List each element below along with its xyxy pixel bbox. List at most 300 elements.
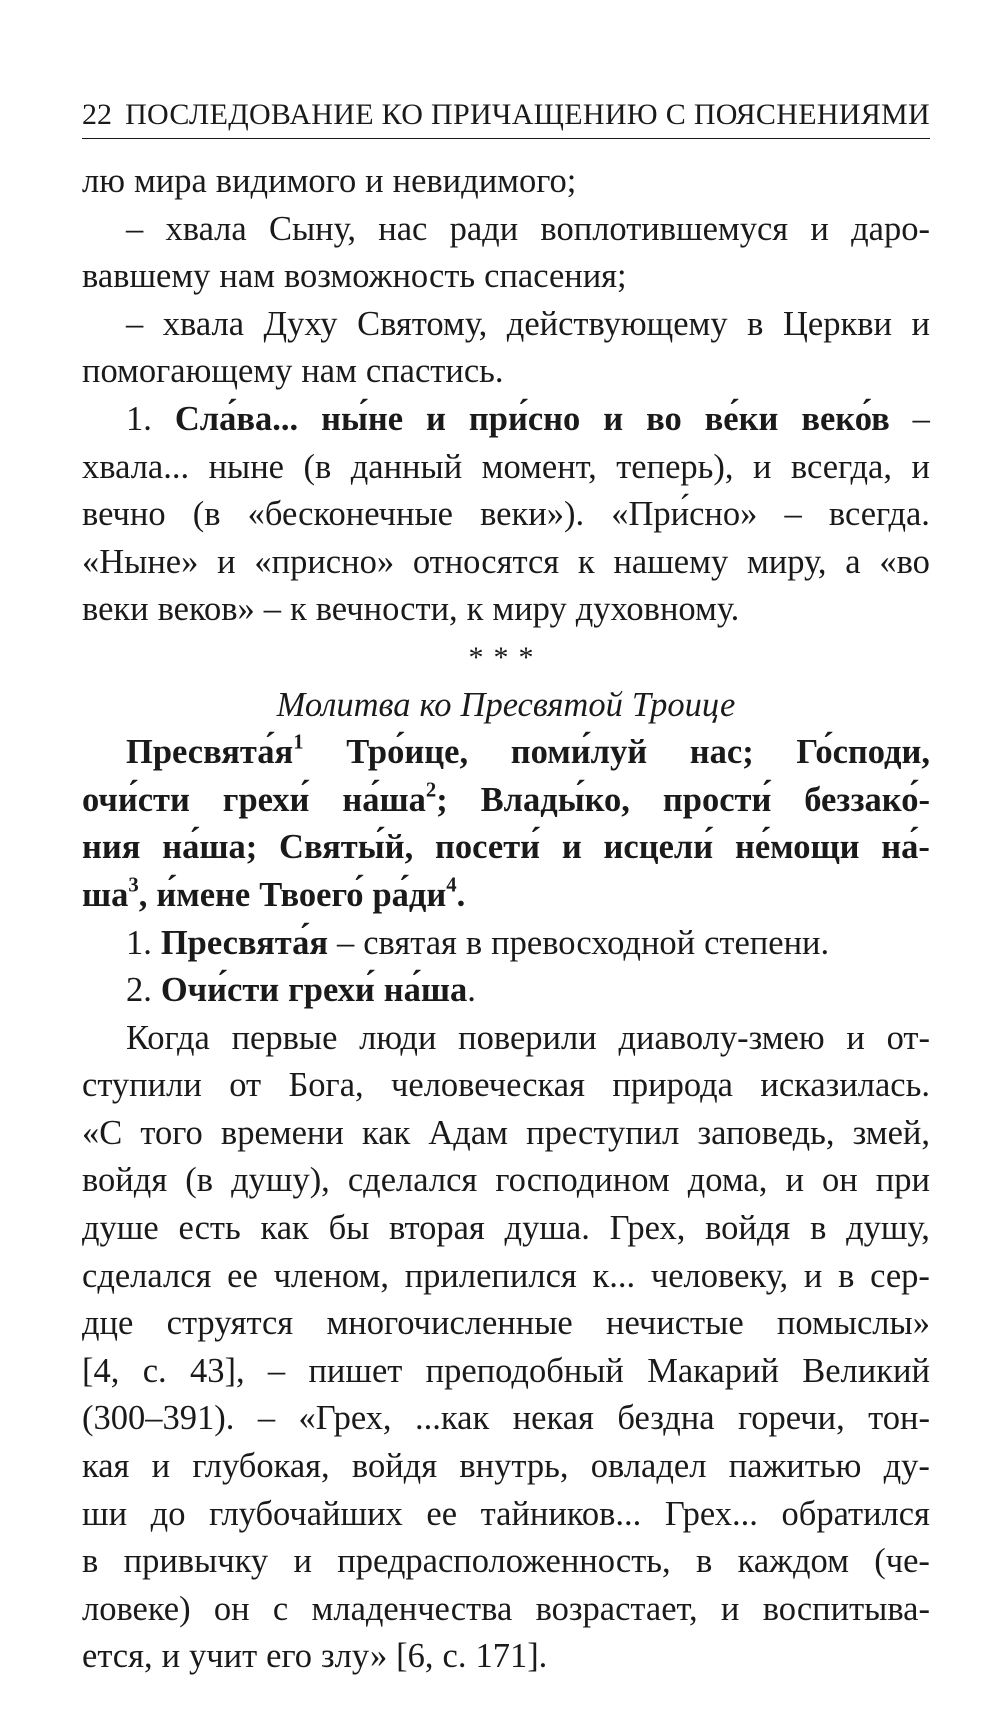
text-run: 1. [126,399,152,438]
word [229,1062,261,1110]
text-run: преступил [526,1113,680,1152]
text-run: как [260,1209,309,1248]
text-line [82,729,930,777]
word [484,253,627,301]
text-run: горечи, [738,1399,845,1438]
word [610,1205,686,1253]
text-run: Святы́й, [279,828,414,867]
text-run: и [603,399,624,438]
text-run: теперь), [616,447,734,486]
text-line [82,824,930,872]
text-run: во [646,399,682,438]
text-run: мира [133,162,207,200]
text-run: ния [82,828,141,867]
word [152,1443,170,1491]
text-run: каждом [737,1542,849,1581]
text-run: душу, [846,1209,930,1248]
text-run: привычку [123,1542,269,1581]
word [747,301,763,349]
text-run: вторая [389,1209,485,1248]
word [810,1205,826,1253]
word [372,872,465,920]
text-run: и [426,399,446,438]
text-run: дце [82,1304,134,1343]
word [293,1538,311,1586]
text-run: ду- [883,1447,930,1486]
word [384,967,476,1015]
word [738,1395,845,1443]
text-run: Очи́сти [160,971,280,1010]
word [804,777,930,825]
word [481,1491,642,1539]
word [884,1443,930,1491]
word [760,1062,930,1110]
text-line [82,348,930,396]
word [82,1443,129,1491]
word [578,539,595,587]
text-run: ...как [415,1399,490,1438]
word [705,396,779,444]
text-run: не́мощи [734,828,860,867]
text-run: прилепился [404,1256,577,1295]
word [175,396,298,444]
word [82,1348,119,1396]
text-run: – [267,1351,286,1390]
text-run: с. [142,1351,167,1390]
text-line [82,872,930,920]
text-run: вечно [82,495,166,534]
text-run: а [845,542,861,581]
text-run: «бесконечные [247,495,453,534]
text-line [82,1586,930,1634]
word [912,301,930,349]
text-run: и [151,1447,171,1486]
text-run: в [82,1542,99,1581]
text-run: нашему [613,542,729,581]
word [616,444,733,492]
word [851,206,930,254]
text-run: «При́сно» [611,495,758,534]
word [259,872,363,920]
word [435,824,540,872]
text-line [82,396,930,444]
word [838,1253,854,1301]
word [214,1586,250,1634]
text-run: помогающему [82,352,293,391]
word [612,1062,733,1110]
text-run: и [293,1542,312,1581]
text-run: времени [220,1113,344,1152]
text-run: и [161,1637,181,1676]
word [288,1062,363,1110]
text-line [82,586,930,634]
text-run: в [838,1256,855,1295]
text-line [82,301,930,349]
word [459,1443,568,1491]
word [458,1015,597,1063]
word [321,396,403,444]
text-run: Церкви [782,304,892,343]
word [822,1157,858,1205]
word [426,1348,624,1396]
word [126,920,152,968]
word [804,1253,822,1301]
word [162,824,257,872]
word [82,1110,122,1158]
word [618,1015,824,1063]
word [82,1491,127,1539]
word [419,682,451,730]
word [391,1062,585,1110]
text-run: некая [512,1399,594,1438]
text-run: момент, [481,447,597,486]
text-run: на́ша [383,971,468,1010]
word [227,1253,258,1301]
text-run: ра́ди [372,875,447,914]
text-run: видимого [215,162,357,200]
text-run: и [752,447,772,486]
text-run: учит [189,1637,258,1676]
word [321,1633,387,1681]
text-run: ее [426,1494,458,1533]
word [82,253,210,301]
word [156,872,250,920]
word [443,1633,467,1681]
text-run: *** [468,640,544,674]
text-run: невидимого; [392,162,577,200]
word [190,1348,245,1396]
text-run: природа [612,1066,733,1105]
word [646,396,682,444]
text-run: 2. [126,971,152,1010]
text-run: Святому, [357,304,488,343]
text-line [82,1205,930,1253]
word [337,920,354,968]
text-run: на́ша; [162,828,258,867]
text-run: и [720,1589,740,1628]
text-run: даро- [851,209,930,248]
text-run: исказилась. [760,1066,930,1105]
text-run: нас; [689,733,754,772]
text-run: Сла́ва... [174,399,299,438]
word [178,1205,240,1253]
word [82,491,166,539]
word [82,1300,133,1348]
text-run: человеку, [650,1256,789,1295]
word [126,206,143,254]
word [603,396,623,444]
word [480,491,584,539]
text-run: он [213,1589,250,1628]
body-text [82,158,930,1681]
word [284,253,475,301]
text-run: Когда [126,1018,210,1057]
text-run: спастись. [365,352,504,391]
word [853,1110,930,1158]
word [82,586,149,634]
word [82,1157,167,1205]
word [82,539,198,587]
text-run: душе [82,1209,159,1248]
text-run: исцели́ [603,828,714,867]
text-run: в [465,923,483,962]
word [258,1395,275,1443]
word [221,1110,344,1158]
text-run: Адам [428,1113,509,1152]
text-run: духовному. [575,590,740,629]
word [617,1395,714,1443]
text-line [82,634,930,682]
word [845,539,860,587]
text-run: диаволу-змею [618,1018,825,1057]
text-run: душу), [231,1161,330,1200]
text-line [82,1157,930,1205]
word [82,1205,159,1253]
word [264,586,281,634]
word [217,539,235,587]
text-run: глубокая, [192,1447,330,1486]
text-run: всегда. [828,495,930,534]
text-line [82,1538,930,1586]
text-line [82,206,930,254]
word [126,301,143,349]
text-run: – [784,495,802,534]
word [303,444,331,492]
text-run: и [365,162,384,200]
text-run: Пресвята́я [126,733,294,772]
word [365,158,383,206]
word [359,1015,436,1063]
text-run: прости́ [662,780,772,819]
text-run: воплотившемуся [540,209,789,248]
text-run: поверили [458,1018,597,1057]
word [277,682,411,730]
word [274,1253,389,1301]
text-run: и́мене [156,875,251,914]
word [606,1300,744,1348]
word [810,206,828,254]
word [82,1062,202,1110]
text-run: злу» [320,1637,388,1676]
text-run: заповедь, [697,1113,835,1152]
text-run: воспитыва- [762,1589,930,1628]
word [209,1491,403,1539]
text-run: есть [178,1209,241,1248]
text-line [82,1253,930,1301]
text-run: веки»). [480,495,585,534]
word [363,920,457,968]
running-title: ПОСЛЕДОВАНИЕ КО ПРИЧАЩЕНИЮ С ПОЯСНЕНИЯМИ [125,98,930,131]
word [729,1443,862,1491]
word [351,444,462,492]
word [481,777,630,825]
word [273,1586,288,1634]
word [475,1633,547,1681]
word [82,158,125,206]
text-run: в [747,304,764,343]
word [329,1205,370,1253]
text-line [82,253,930,301]
word [290,586,307,634]
word [167,1300,294,1348]
word [663,777,771,825]
text-run: как [361,1113,411,1152]
word [82,824,140,872]
text-run: пажитью [728,1447,862,1486]
text-run: миру, [746,542,827,581]
text-run: «во [879,542,930,581]
text-run: всегда, [790,447,892,486]
word [357,301,487,349]
text-run: к [289,590,307,629]
text-run: к [466,590,484,629]
word [279,824,413,872]
text-run: Молитва [276,685,411,724]
word [185,1157,213,1205]
word [326,1300,572,1348]
text-run: [6, [396,1637,434,1676]
text-run: – [126,304,144,343]
word [505,1205,590,1253]
text-run: с. [442,1637,467,1676]
text-line [82,1443,930,1491]
word [604,824,714,872]
word [209,444,284,492]
text-line [82,444,930,492]
page-header [82,96,930,139]
word [696,1538,712,1586]
word [467,586,484,634]
word [405,1253,577,1301]
text-run: – [257,1399,276,1438]
text-run: (300–391). [82,1399,235,1438]
text-run: и [911,304,930,343]
text-run: ради [449,209,519,248]
word [593,1253,636,1301]
word [576,586,740,634]
word [491,920,695,968]
word [223,777,310,825]
text-run: 43], [189,1351,245,1390]
text-run: посети́ [435,828,541,867]
text-run: (в [192,495,221,534]
footnote-mark: 4 [446,874,457,897]
word [647,1348,779,1396]
word [846,1205,930,1253]
text-run: с [272,1589,289,1628]
word [688,1157,768,1205]
text-run: ве́ки [704,399,779,438]
text-run: и [561,828,582,867]
text-run: бы [328,1209,370,1248]
word [389,1205,485,1253]
text-run: дома, [687,1161,768,1200]
text-run: хвала [162,304,245,343]
word [697,1110,834,1158]
text-run: в [695,1542,713,1581]
word [466,920,482,968]
word [763,1586,930,1634]
word [362,1110,410,1158]
text-run: относятся [412,542,560,581]
word [879,539,930,587]
text-run: тон- [868,1399,930,1438]
word [450,206,519,254]
page-number: 22 [82,98,112,131]
word [337,1538,670,1586]
text-run: преподобный [425,1351,624,1390]
word [193,491,221,539]
text-run: «присно» [254,542,395,581]
text-run: обратился [781,1494,930,1533]
text-run: от- [886,1018,930,1057]
text-run: сер- [870,1256,930,1295]
word [876,1157,930,1205]
text-run: нас [378,209,428,248]
word [346,729,468,777]
text-run: бездна [617,1399,715,1438]
text-run: возрастает, [535,1589,698,1628]
word [352,1443,437,1491]
word [829,491,930,539]
word [254,539,394,587]
word [868,1395,930,1443]
word [165,206,246,254]
text-run: ши [82,1494,128,1533]
word [747,539,827,587]
text-run: Тро́ице, [346,733,469,772]
word [161,920,328,968]
word [802,1348,930,1396]
text-run: он [821,1161,858,1200]
text-run: ныне [208,447,284,486]
text-run: Сыну, [268,209,357,248]
text-line [82,1395,930,1443]
text-run: данный [350,447,463,486]
text-run: поми́луй [510,733,648,772]
word [913,396,930,444]
text-line [82,491,930,539]
text-line [82,1015,930,1063]
text-line [82,1110,930,1158]
word [785,1157,803,1205]
word [393,158,577,206]
word [735,824,860,872]
word [308,1348,402,1396]
word [562,824,582,872]
text-run: войдя [82,1161,168,1200]
text-run: овладел [590,1447,707,1486]
word [231,1157,330,1205]
text-run: люди [359,1018,437,1057]
word [513,1395,594,1443]
text-run: возможность [283,257,476,296]
text-line [82,1062,930,1110]
text-run: Грех, [609,1209,686,1248]
text-run: – [263,590,282,629]
text-run: помыслы» [776,1304,930,1343]
word [753,444,771,492]
text-run: господином [495,1161,670,1200]
word [299,1395,392,1443]
text-run: ловеке) [82,1589,191,1628]
word [887,1015,930,1063]
word [151,1491,186,1539]
text-run: и [810,209,829,248]
text-run: человеческая [391,1066,585,1105]
text-run: ступили [82,1066,202,1105]
text-run: беззако́- [804,780,930,819]
